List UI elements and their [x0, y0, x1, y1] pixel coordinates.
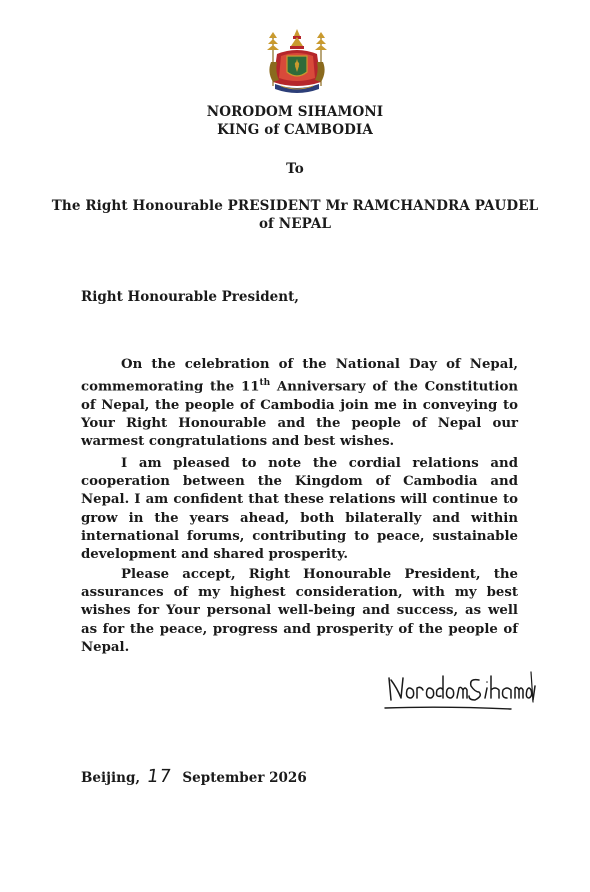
body-paragraph-1 — [81, 356, 518, 451]
recipient-line-2: of NEPAL — [258, 216, 332, 232]
paragraph-2-text: I am pleased to note the cordial relations and cooperation between the Kingdom of Cambodia and Nepal. I am confident that these relations will continue to grow in the years ahead, both bilaterally and within international forums, contributing to peace, sustainable development and shared prosperity. — [81, 456, 518, 563]
recipient-line-1: The Right Honourable PRESIDENT Mr RAMCHANDRA PAUDEL — [51, 198, 539, 214]
body-paragraph-2 — [81, 455, 518, 564]
royal-arms-emblem-icon — [263, 28, 331, 98]
ordinal-suffix: th — [259, 378, 271, 389]
sender-title: KING of CAMBODIA — [217, 122, 373, 138]
date-day-handwritten: 17 — [145, 766, 174, 787]
salutation: Right Honourable President, — [81, 289, 300, 305]
paragraph-1-text: On the celebration of the National Day of Nepal, commemorating the 11th Anniversary of the Constitution of Nepal, the people of Cambodia join me in conveying to Your Right Honourable and the people of Nepal our warmest congratulations and best wishes. — [81, 357, 518, 450]
signature-icon — [383, 666, 539, 712]
date-month-year: September 2026 — [182, 770, 307, 786]
body-paragraph-3 — [81, 566, 518, 657]
date-place: Beijing, — [81, 770, 141, 786]
paragraph-3-text: Please accept, Right Honourable President, the assurances of my highest consideration, with my best wishes for Your personal well-being and success, as well as for the peace, progress and prosperity of the people of Nepal. — [81, 567, 518, 655]
to-label: To — [286, 161, 304, 177]
date-line — [81, 766, 307, 787]
sender-name: NORODOM SIHAMONI — [206, 104, 384, 120]
